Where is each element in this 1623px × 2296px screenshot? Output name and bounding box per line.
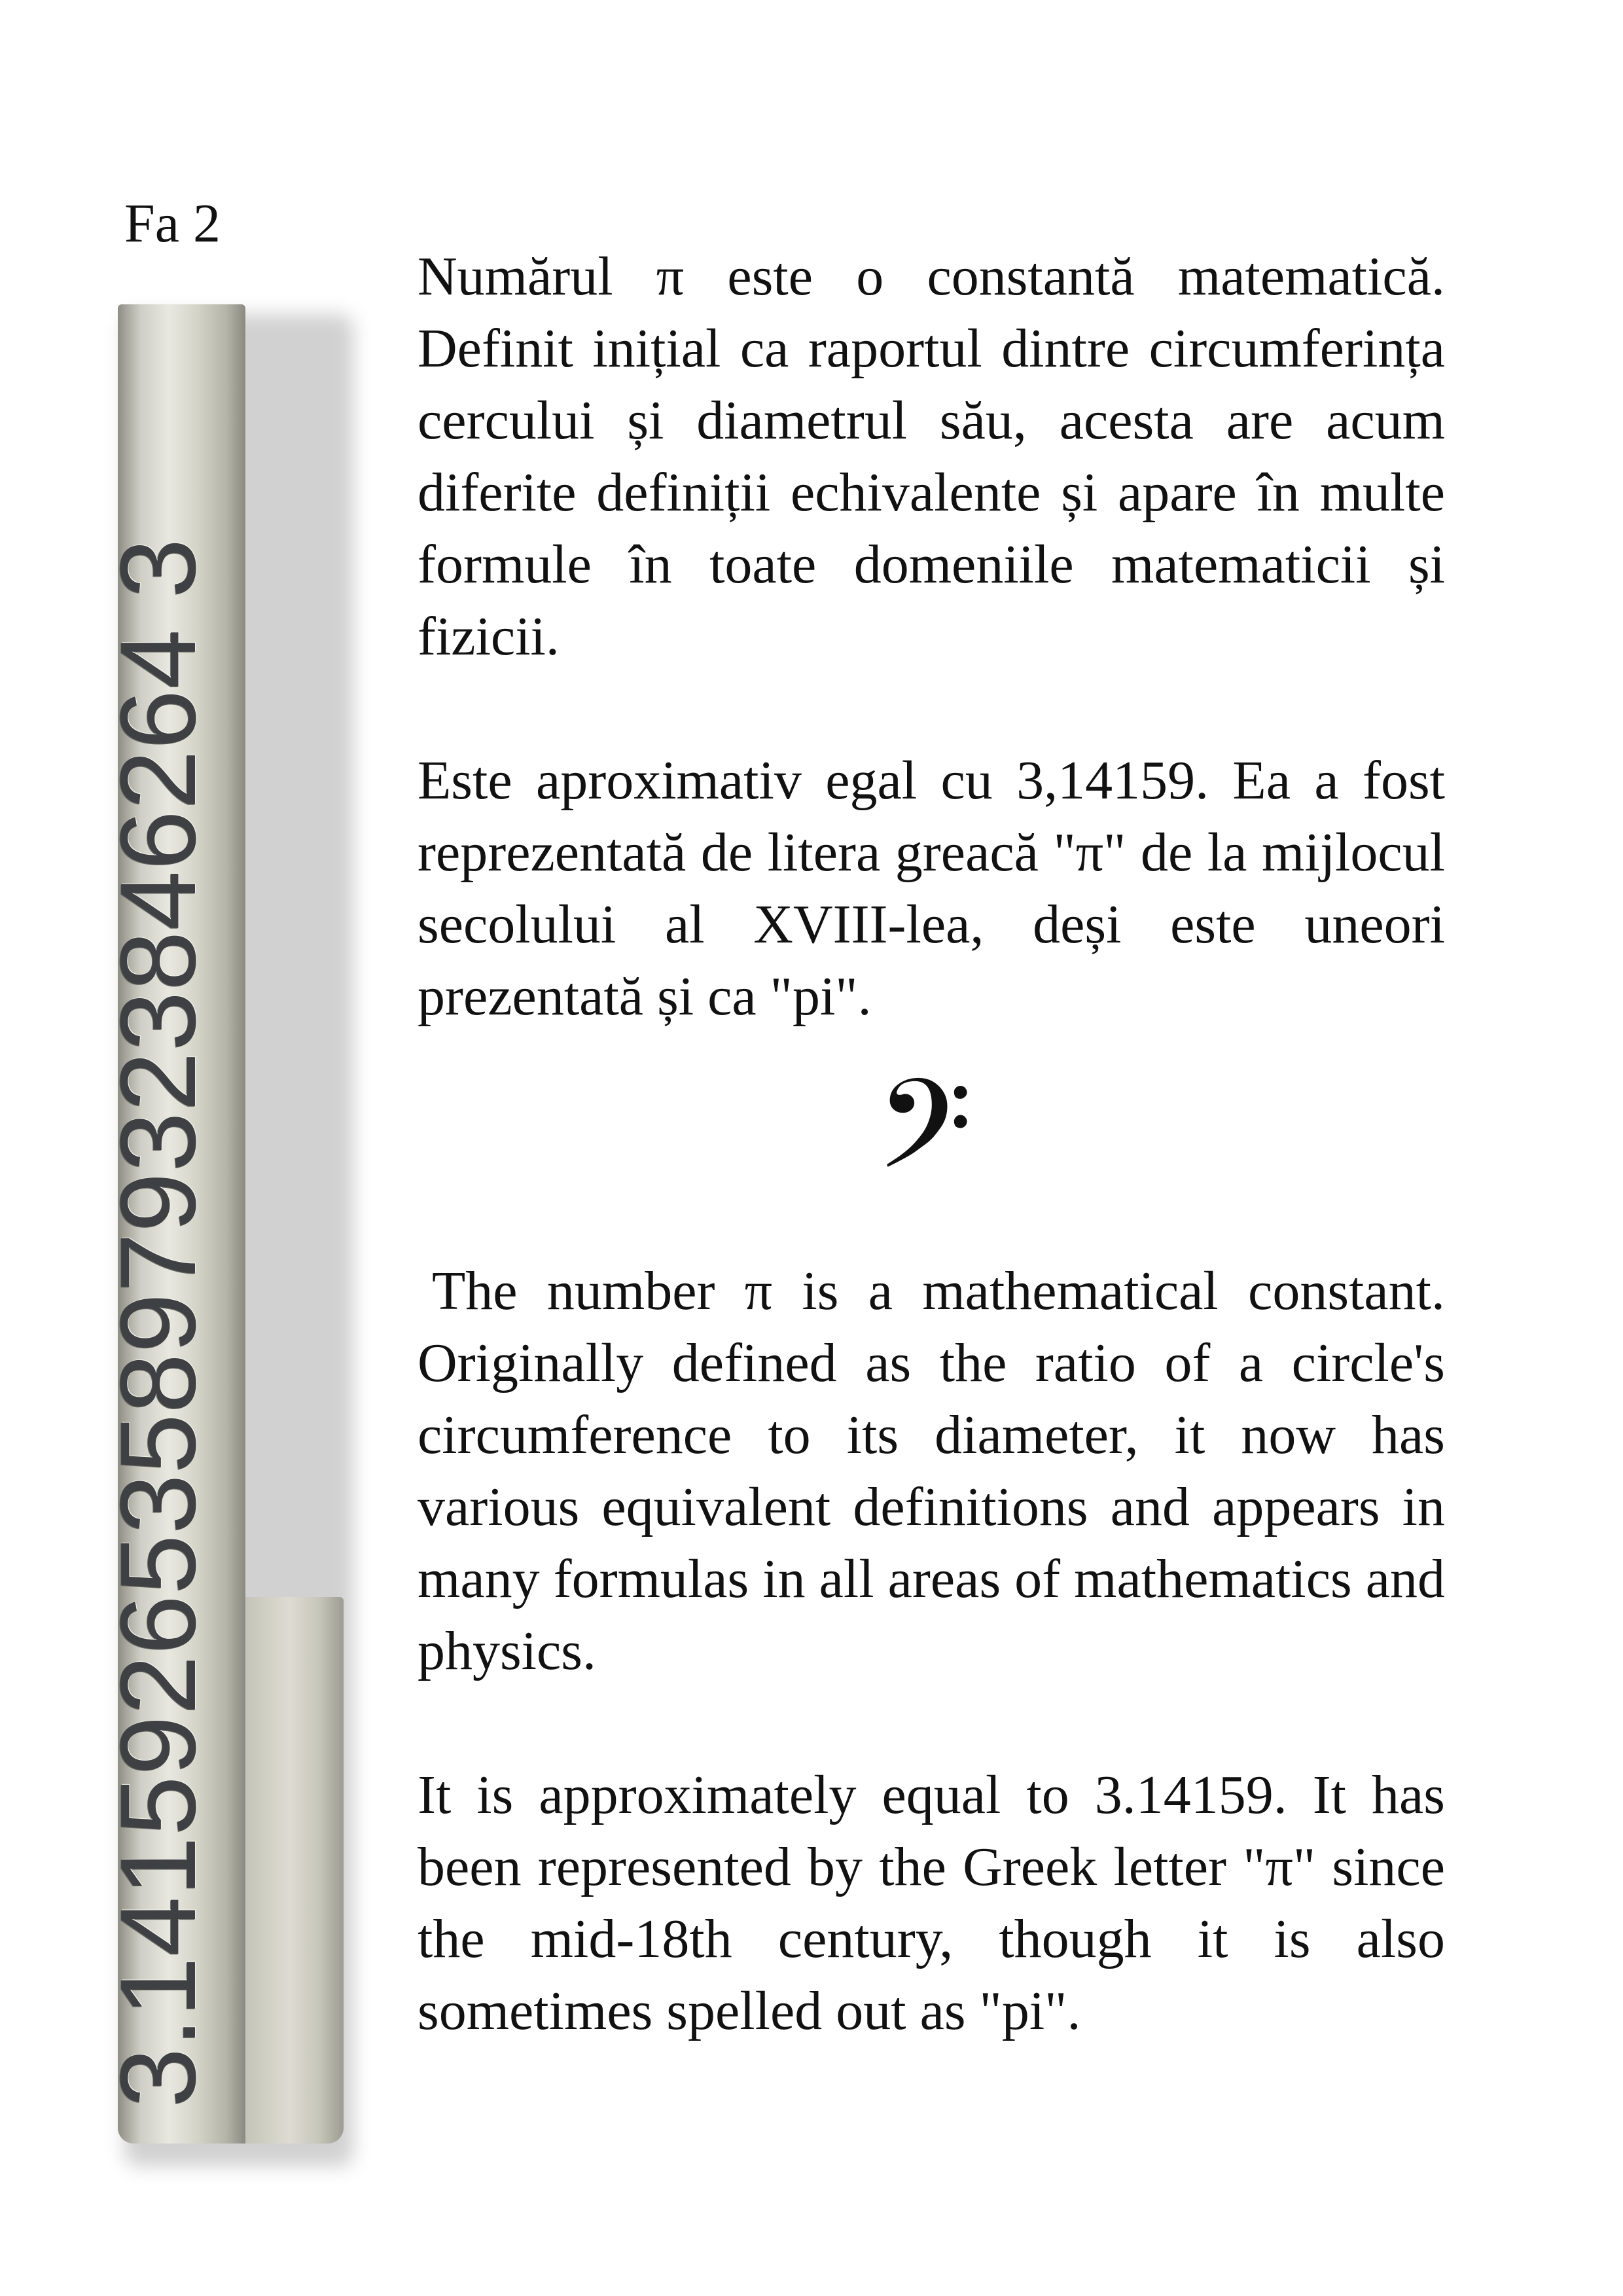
pi-ruler-digits: 3.14159265358979323846264 3: [98, 537, 218, 2108]
paragraph-romanian-definition: Numărul π este o constantă matematică. Definit inițial ca raportul dintre circumferința cercului și diametrul său, acesta are acum diferite definiții echivalente și apare în multe formule în toate domeniile matematicii și fizicii.: [418, 246, 1445, 667]
paragraph-english-definition: [418, 1255, 1445, 1687]
text-column: [418, 241, 1445, 2047]
page-label: Fa 2: [124, 193, 221, 254]
paragraph-english-approximation: It is approximately equal to 3.14159. It has been represented by the Greek letter "π" since the mid-18th century, though it is also sometimes spelled out as "pi".: [418, 1765, 1445, 2041]
paragraph-english-definition-text: The number π is a mathematical constant. Originally defined as the ratio of a circle's circumference to its diameter, it now has various equivalent definitions and appears in many formulas in all areas of mathematics and physics.: [418, 1261, 1445, 1681]
pi-ruler-tab: [245, 1597, 344, 2144]
paragraph-romanian-approximation: Este aproximativ egal cu 3,14159. Ea a fost reprezentată de litera greacă "π" de la mijlocul secolului al XVIII-lea, deși este uneori prezentată și ca "pi".: [418, 750, 1445, 1027]
clef-divider: [418, 1033, 1445, 1255]
bass-clef-icon: 𝄢: [876, 1053, 972, 1228]
